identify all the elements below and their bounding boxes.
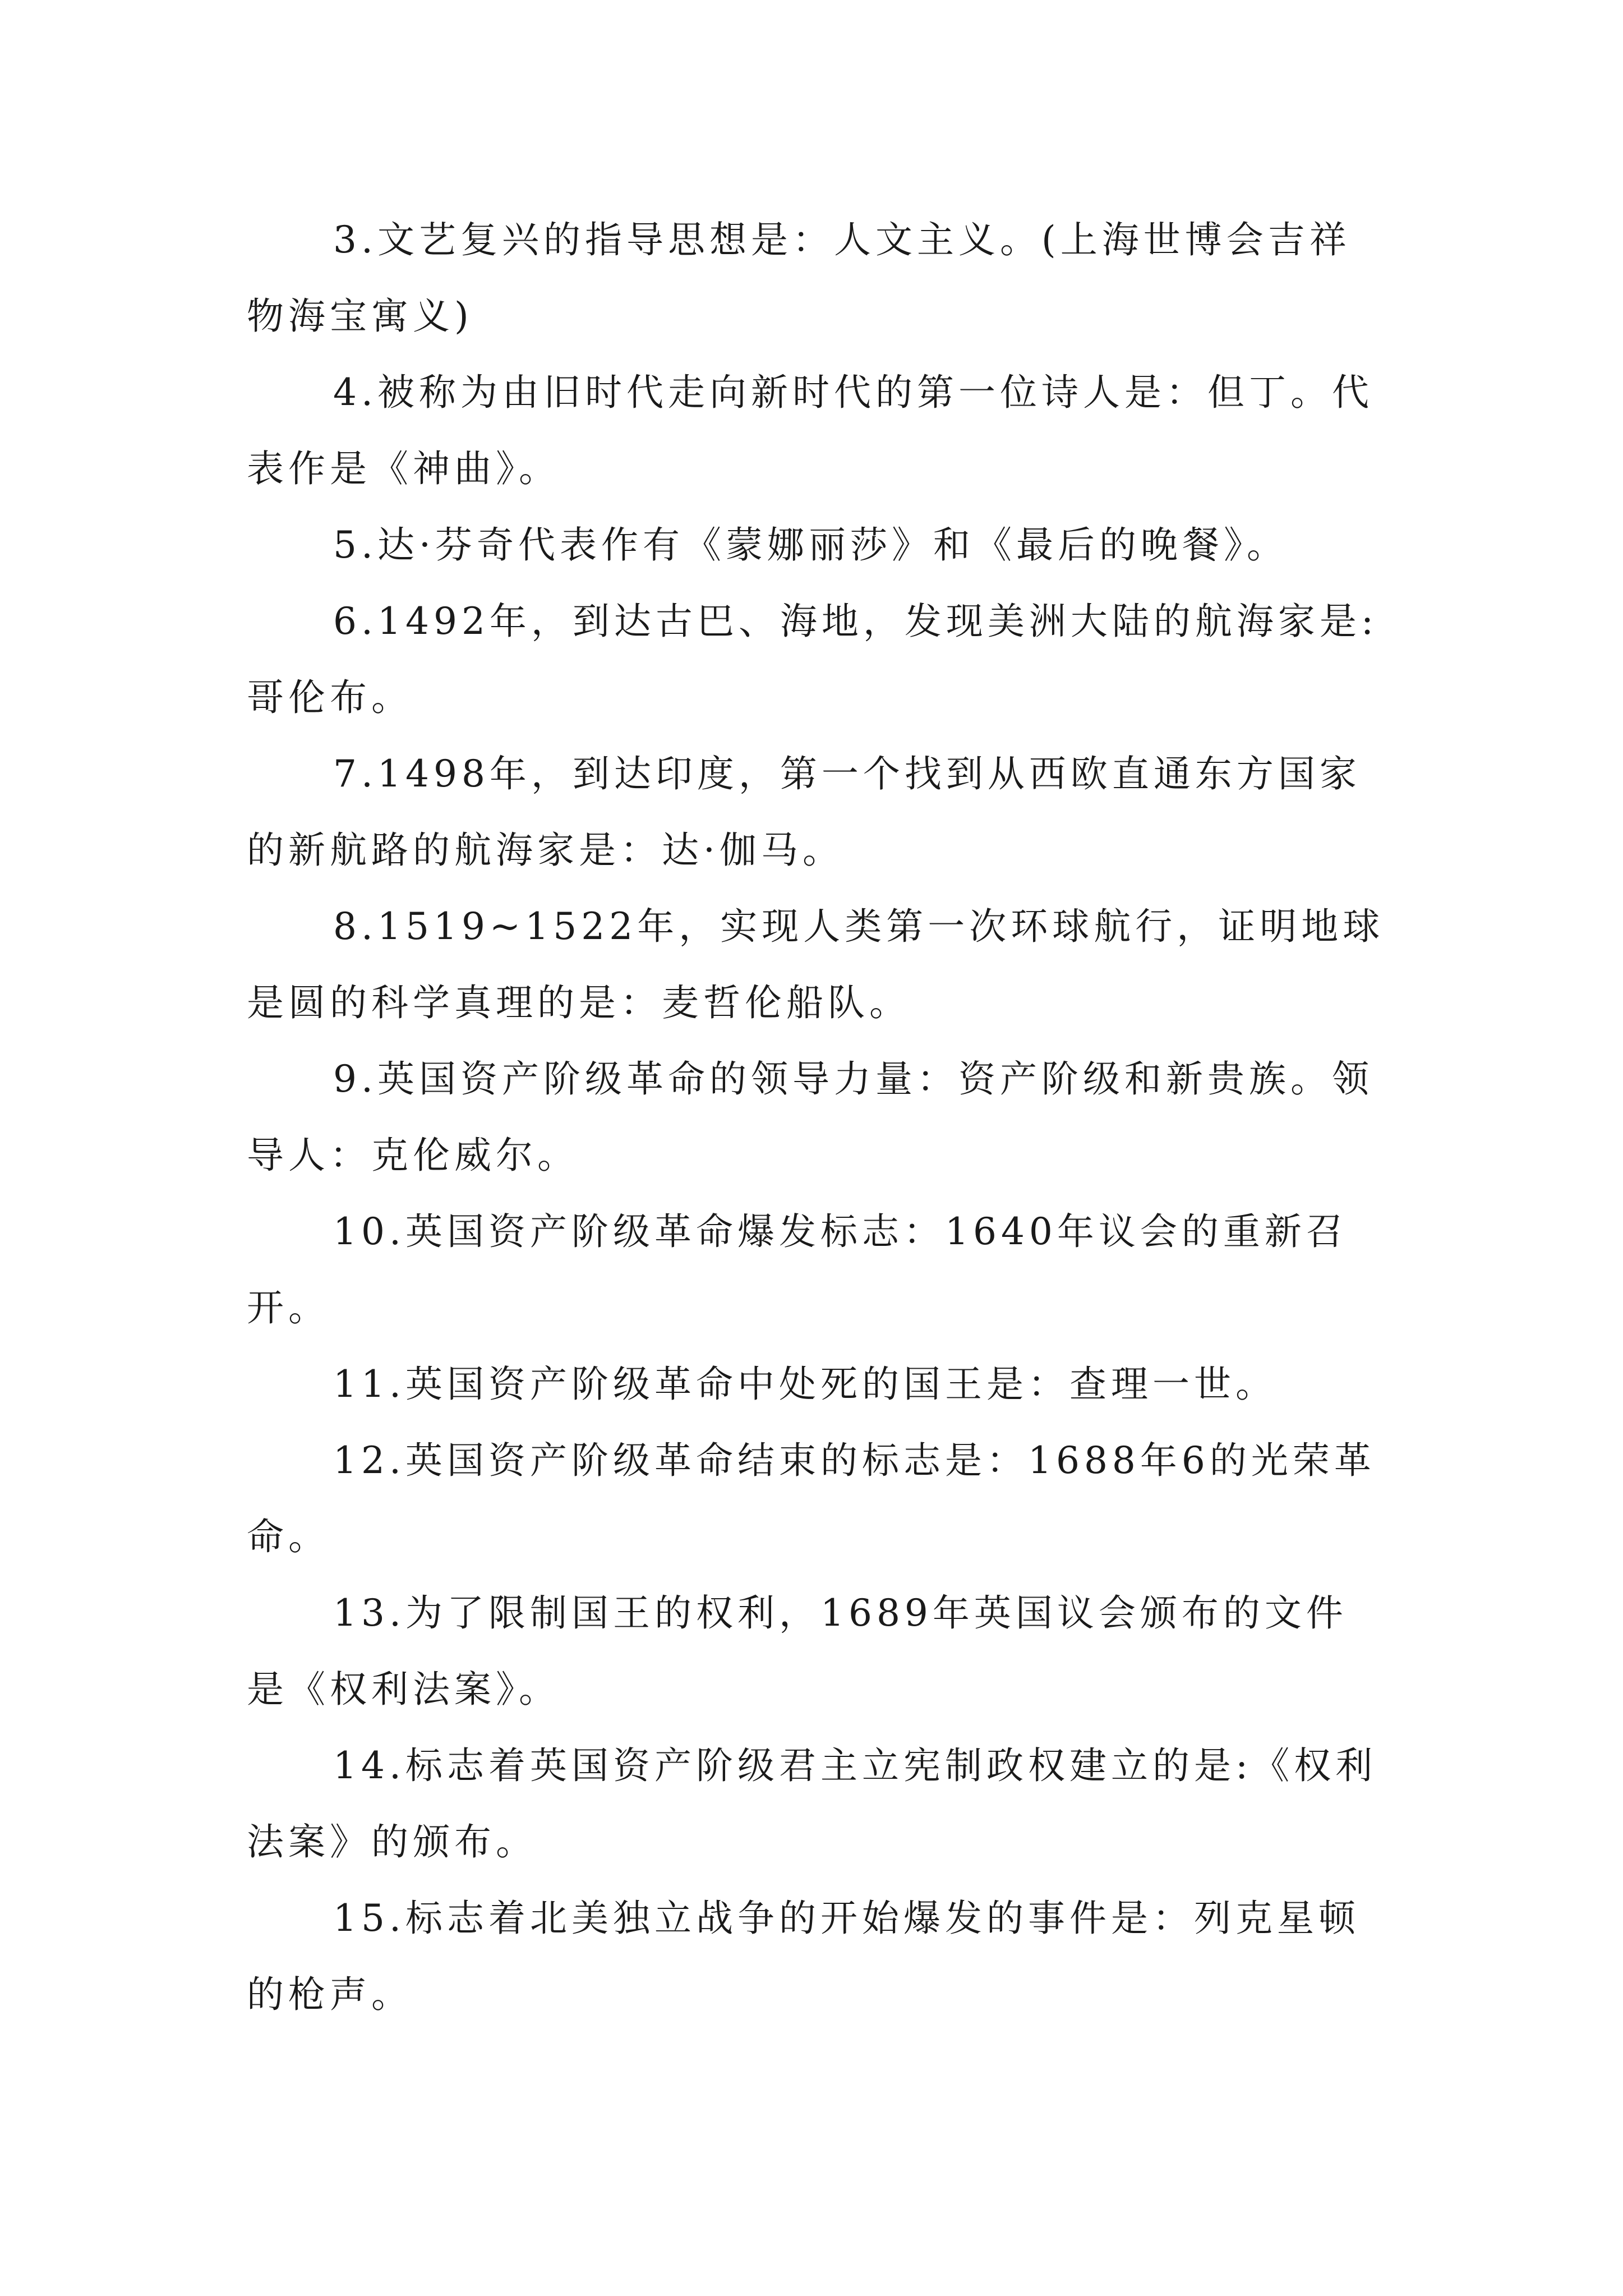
list-item: 11.英国资产阶级革命中处死的国王是：查理一世。 bbox=[333, 1363, 1277, 1406]
list-item: 14.标志着英国资产阶级君主立宪制政权建立的是:《权利法案》的颁布。 bbox=[247, 1744, 1377, 1864]
document-body bbox=[247, 202, 1385, 2033]
list-item: 6.1492年，到达古巴、海地，发现美洲大陆的航海家是:哥伦布。 bbox=[247, 600, 1378, 719]
list-item: 10.英国资产阶级革命爆发标志：1640年议会的重新召开。 bbox=[247, 1210, 1348, 1329]
list-item: 5.达·芬奇代表作有《蒙娜丽莎》和《最后的晚餐》。 bbox=[333, 523, 1288, 567]
list-item: 9.英国资产阶级革命的领导力量：资产阶级和新贵族。领导人：克伦威尔。 bbox=[247, 1057, 1373, 1177]
list-item: 12.英国资产阶级革命结束的标志是：1688年6的光荣革命。 bbox=[247, 1439, 1376, 1558]
list-item: 3.文艺复兴的指导思想是：人文主义。(上海世博会吉祥物海宝寓义) bbox=[247, 218, 1351, 338]
list-item: 8.1519~1522年，实现人类第一次环球航行，证明地球是圆的科学真理的是：麦哲伦船队。 bbox=[247, 905, 1385, 1024]
list-item: 15.标志着北美独立战争的开始爆发的事件是：列克星顿的枪声。 bbox=[247, 1897, 1360, 2016]
list-item: 13.为了限制国王的权利，1689年英国议会颁布的文件是《权利法案》。 bbox=[247, 1591, 1348, 1711]
list-item: 7.1498年，到达印度，第一个找到从西欧直通东方国家的新航路的航海家是：达·伽马。 bbox=[247, 752, 1361, 872]
list-item: 4.被称为由旧时代走向新时代的第一位诗人是：但丁。代表作是《神曲》。 bbox=[247, 371, 1373, 490]
